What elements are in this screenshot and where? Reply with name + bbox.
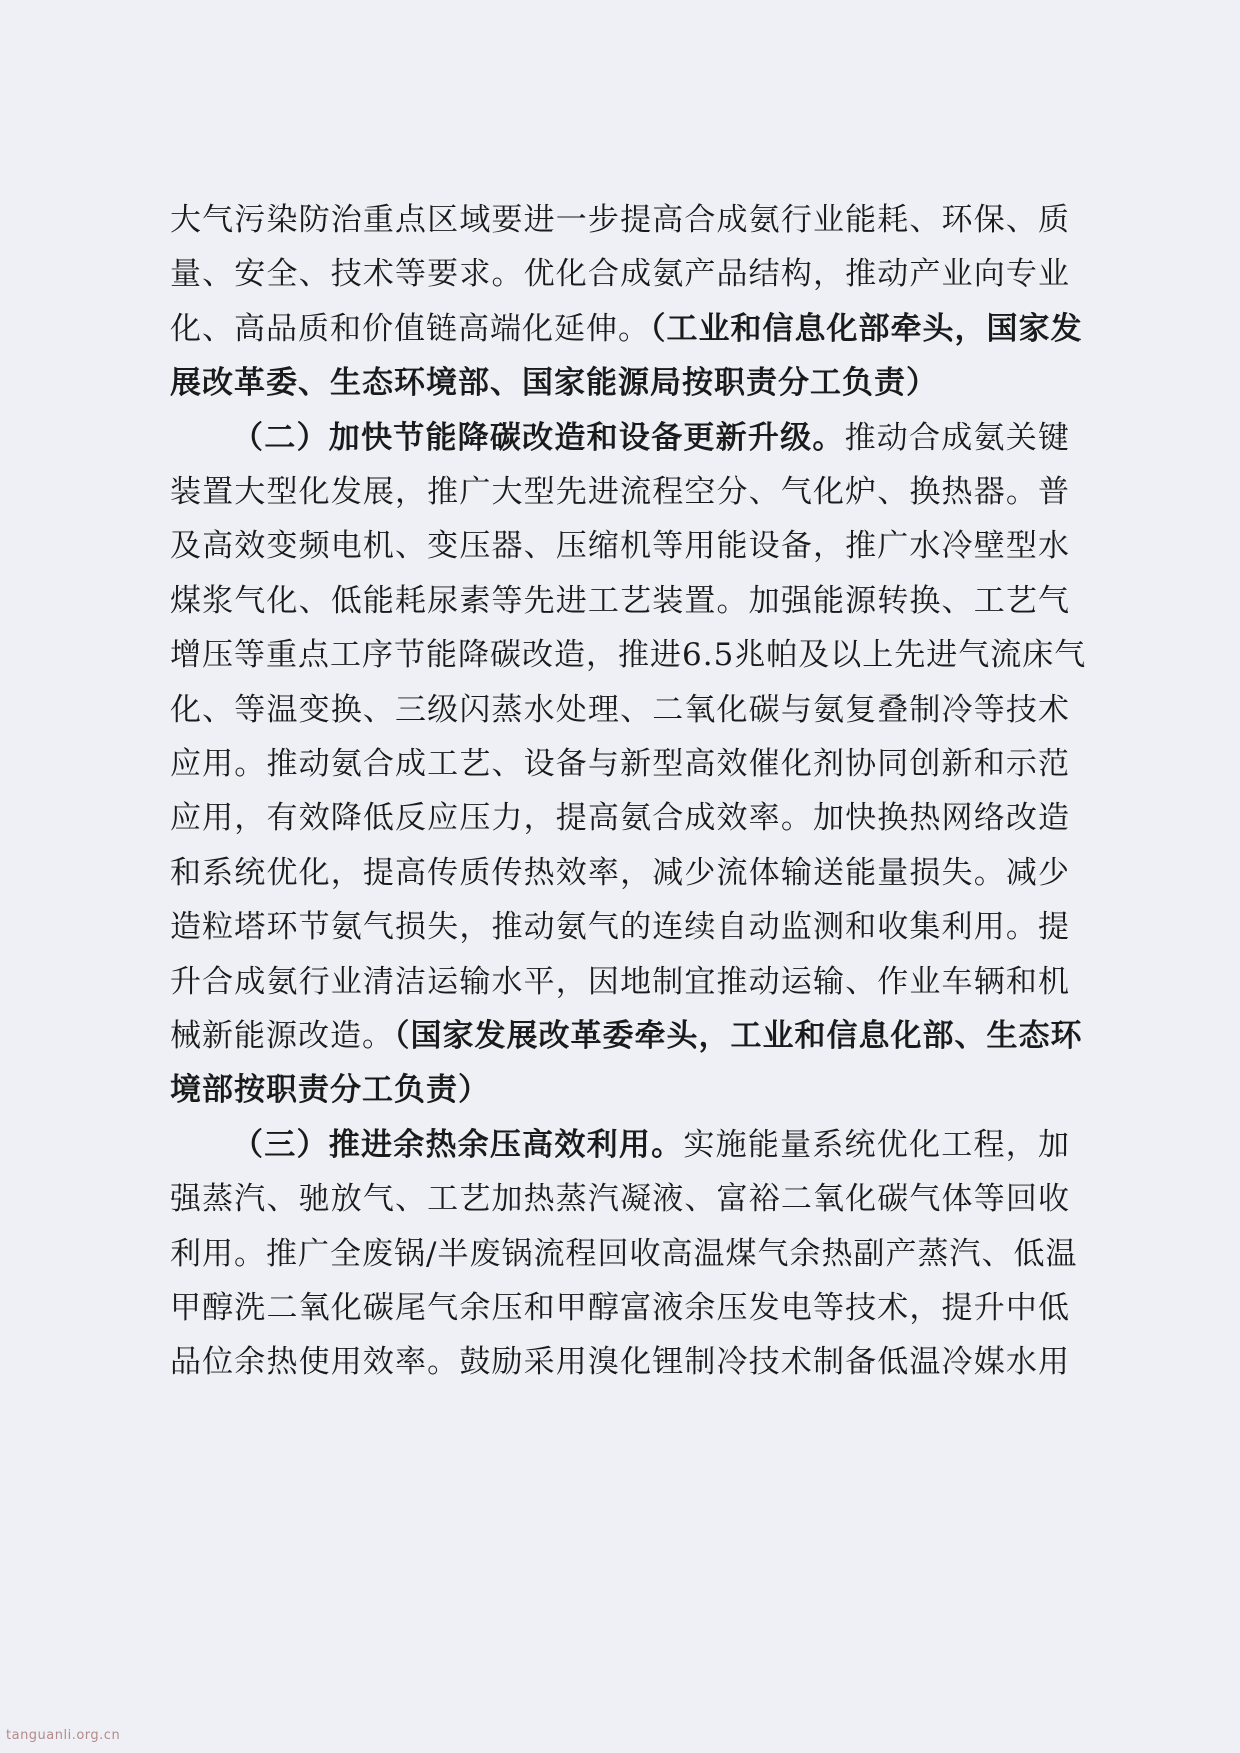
- text-line: [170, 200, 1070, 240]
- text-segment: 大气污染防治重点区域要进一步提高合成氨行业能耗、环保、质: [170, 202, 1070, 238]
- text-segment: 及高效变频电机、变压器、压缩机等用能设备，推广水冷壁型水: [170, 528, 1070, 565]
- bold-text-segment: 境部按职责分工负责）: [170, 1072, 490, 1109]
- text-line: [170, 1342, 1070, 1382]
- text-segment: 品位余热使用效率。鼓励采用溴化锂制冷技术制备低温冷媒水用: [170, 1344, 1070, 1381]
- text-line: [232, 1125, 1070, 1165]
- text-line: [170, 962, 1070, 1002]
- text-line: [170, 635, 1087, 675]
- text-line: [170, 798, 1070, 838]
- text-line: [170, 363, 1070, 403]
- text-segment: 量、安全、技术等要求。优化合成氨产品结构，推动产业向专业: [170, 256, 1070, 293]
- text-segment: 升合成氨行业清洁运输水平，因地制宜推动运输、作业车辆和机: [170, 963, 1070, 1000]
- text-line: [170, 690, 1070, 730]
- text-segment: 装置大型化发展，推广大型先进流程空分、气化炉、换热器。普: [170, 474, 1070, 510]
- text-segment: 应用，有效降低反应压力，提高氨合成效率。加快换热网络改造: [170, 800, 1070, 837]
- bold-text-segment: （国家发展改革委牵头，工业和信息化部、生态环: [394, 1018, 1083, 1054]
- text-segment: 和系统优化，提高传质传热效率，减少流体输送能量损失。减少: [170, 854, 1070, 891]
- text-line: [170, 526, 1070, 566]
- text-segment: 推动合成氨关键: [844, 419, 1071, 456]
- text-line: [170, 581, 1070, 621]
- text-segment: 实施能量系统优化工程，加: [683, 1126, 1070, 1163]
- text-segment: 化、高品质和价值链高端化延伸。: [170, 310, 650, 347]
- text-segment: 甲醇洗二氧化碳尾气余压和甲醇富液余压发电等技术，提升中低: [170, 1290, 1070, 1326]
- text-line: [170, 1016, 1083, 1056]
- site-watermark: tanguanli.org.cn: [6, 1728, 121, 1743]
- text-line: [232, 418, 1070, 458]
- text-line: [170, 254, 1070, 294]
- text-line: [170, 1288, 1070, 1328]
- text-line: [170, 1234, 1078, 1274]
- bold-text-segment: 展改革委、生态环境部、国家能源局按职责分工负责）: [170, 365, 938, 402]
- text-segment: 械新能源改造。: [170, 1018, 394, 1054]
- text-segment: 应用。推动氨合成工艺、设备与新型高效催化剂协同创新和示范: [170, 746, 1070, 782]
- text-line: [170, 309, 1083, 349]
- text-line: [170, 1070, 1070, 1110]
- text-line: [170, 1179, 1070, 1219]
- text-segment: 造粒塔环节氨气损失，推动氨气的连续自动监测和收集利用。提: [170, 909, 1070, 946]
- text-line: [170, 472, 1070, 512]
- text-segment: 化、等温变换、三级闪蒸水处理、二氧化碳与氨复叠制冷等技术: [170, 691, 1070, 728]
- text-segment: 煤浆气化、低能耗尿素等先进工艺装置。加强能源转换、工艺气: [170, 582, 1070, 619]
- text-segment: 利用。推广全废锅/半废锅流程回收高温煤气余热副产蒸汽、低温: [170, 1235, 1078, 1272]
- text-line: [170, 907, 1070, 947]
- bold-text-segment: （二）加快节能降碳改造和设备更新升级。: [232, 419, 845, 456]
- text-segment: 强蒸汽、驰放气、工艺加热蒸汽凝液、富裕二氧化碳气体等回收: [170, 1181, 1070, 1218]
- bold-text-segment: （三）推进余热余压高效利用。: [232, 1126, 684, 1163]
- text-line: [170, 744, 1070, 784]
- text-line: [170, 853, 1070, 893]
- text-segment: 增压等重点工序节能降碳改造，推进6.5兆帕及以上先进气流床气: [170, 637, 1087, 674]
- bold-text-segment: （工业和信息化部牵头，国家发: [650, 310, 1083, 347]
